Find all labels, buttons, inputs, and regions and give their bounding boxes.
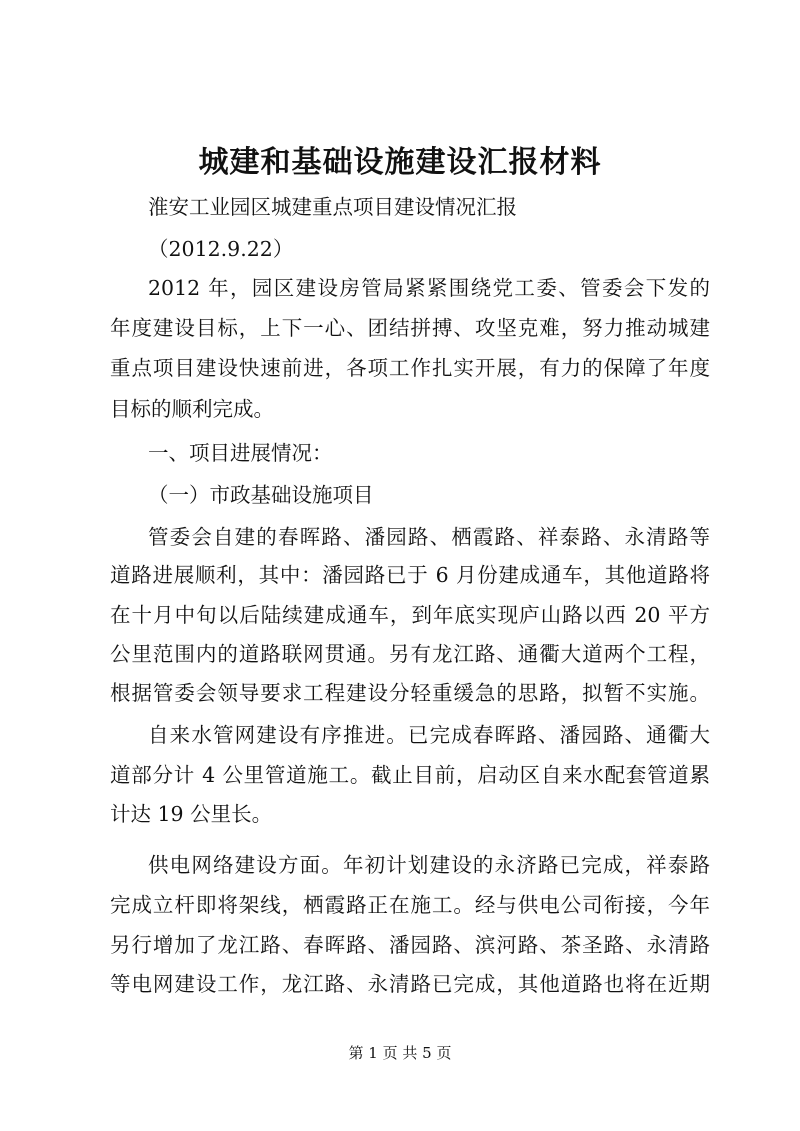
paragraph-line: 管委会自建的春晖路、潘园路、栖霞路、祥泰路、永清路等 bbox=[148, 525, 710, 549]
paragraph-line: 道路进展顺利，其中：潘园路已于 6 月份建成通车，其他道路将 bbox=[110, 563, 710, 587]
paragraph-line: 道部分计 4 公里管道施工。截止目前，启动区自来水配套管道累 bbox=[110, 763, 710, 787]
section-heading: 一、项目进展情况： bbox=[148, 441, 333, 465]
document-title: 城建和基础设施建设汇报材料 bbox=[198, 145, 602, 180]
paragraph-line: 另行增加了龙江路、春晖路、潘园路、滨河路、茶圣路、永清路 bbox=[110, 933, 710, 957]
paragraph-line: 重点项目建设快速前进，各项工作扎实开展，有力的保障了年度 bbox=[110, 356, 710, 380]
paragraph-line: 年度建设目标，上下一心、团结拼搏、攻坚克难，努力推动城建 bbox=[110, 316, 710, 340]
subsection-heading: （一）市政基础设施项目 bbox=[148, 483, 374, 507]
paragraph-line: 计达 19 公里长。 bbox=[110, 802, 273, 826]
paragraph-line: 目标的顺利完成。 bbox=[110, 397, 274, 421]
document-date: （2012.9.22） bbox=[148, 237, 294, 261]
paragraph-line: 2012 年，园区建设房管局紧紧围绕党工委、管委会下发的 bbox=[148, 276, 710, 300]
paragraph-line: 公里范围内的道路联网贯通。另有龙江路、通衢大道两个工程， bbox=[110, 642, 710, 666]
paragraph-line: 自来水管网建设有序推进。已完成春晖路、潘园路、通衢大 bbox=[148, 723, 710, 747]
page-footer: 第 1 页 共 5 页 bbox=[348, 1044, 452, 1062]
paragraph-line: 在十月中旬以后陆续建成通车，到年底实现庐山路以西 20 平方 bbox=[110, 603, 710, 627]
paragraph-line: 完成立杆即将架线，栖霞路正在施工。经与供电公司衔接，今年 bbox=[110, 893, 710, 917]
paragraph-line: 等电网建设工作，龙江路、永清路已完成，其他道路也将在近期 bbox=[110, 972, 710, 996]
paragraph-line: 根据管委会领导要求工程建设分轻重缓急的思路，拟暂不实施。 bbox=[110, 681, 710, 705]
paragraph-line: 供电网络建设方面。年初计划建设的永济路已完成，祥泰路 bbox=[148, 853, 710, 877]
document-subtitle: 淮安工业园区城建重点项目建设情况汇报 bbox=[148, 195, 517, 219]
